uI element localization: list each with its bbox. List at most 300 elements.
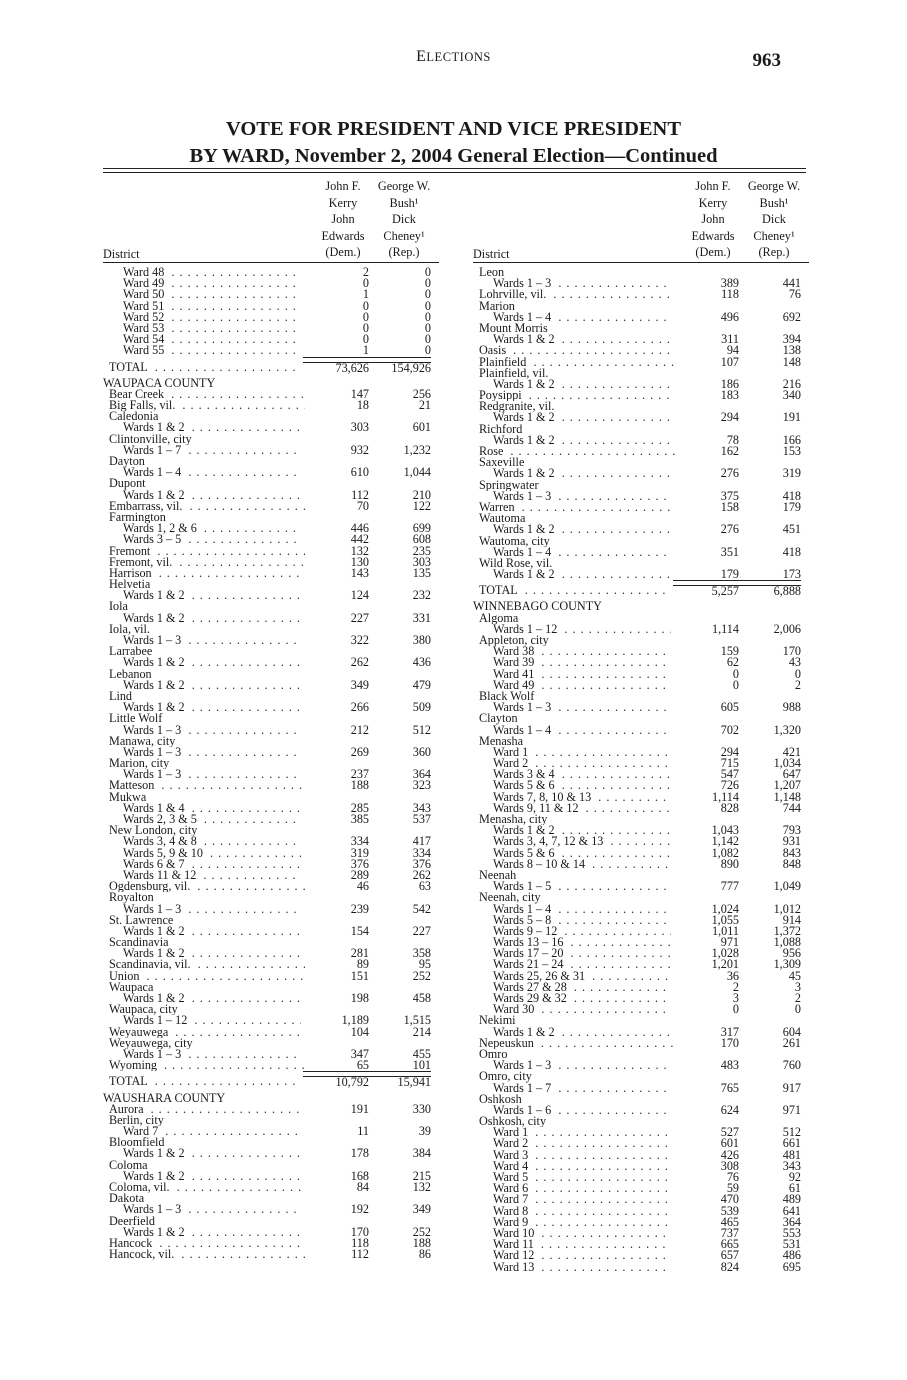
bush-votes: 323	[412, 778, 431, 793]
district-name	[479, 713, 675, 724]
bush-votes: 86	[418, 1247, 431, 1262]
total-row	[473, 584, 809, 599]
kerry-votes: 62	[726, 655, 739, 670]
district-name	[123, 725, 301, 736]
bush-votes: 0	[424, 320, 431, 335]
kerry-votes: 389	[720, 276, 739, 291]
kerry-votes: 465	[720, 1214, 739, 1229]
district-label: Coloma	[109, 1160, 151, 1171]
district-label: Ward 50	[123, 289, 167, 300]
district-name	[493, 1004, 671, 1015]
kerry-votes: 10,792	[303, 1076, 369, 1088]
county-heading	[103, 378, 439, 389]
district-label: Iola	[109, 601, 131, 612]
district-name	[109, 557, 305, 568]
table-row	[473, 657, 809, 668]
table-row	[473, 1194, 809, 1205]
kerry-votes: 317	[720, 1024, 739, 1039]
table-row	[473, 1127, 809, 1138]
district-name	[493, 792, 671, 803]
table-row	[473, 1049, 809, 1060]
table-row	[473, 769, 809, 780]
district-label: WINNEBAGO COUNTY	[473, 601, 605, 612]
table-row	[473, 1015, 809, 1026]
district-name	[479, 1071, 675, 1082]
district-label: Oshkosh, city	[479, 1116, 549, 1127]
bush-votes: 214	[412, 1024, 431, 1039]
kerry-votes: 376	[350, 856, 369, 871]
district-label: Wards 1 & 4	[123, 803, 188, 814]
district-name	[123, 334, 301, 345]
district-label: St. Lawrence	[109, 915, 176, 926]
table-row	[103, 554, 439, 569]
table-row	[103, 1216, 439, 1227]
table-row	[473, 621, 809, 636]
dem-header-line: John	[701, 212, 725, 226]
district-name	[493, 1262, 671, 1273]
district-name	[473, 601, 669, 612]
district-name	[109, 792, 305, 803]
district-label: Matteson	[109, 780, 157, 791]
district-name	[109, 1193, 305, 1204]
district-label: Marion, city	[109, 758, 172, 769]
bush-votes: 92	[788, 1170, 801, 1184]
bush-votes: 43	[788, 655, 801, 670]
bush-votes: 235	[412, 543, 431, 558]
table-row	[103, 959, 439, 970]
district-label: Wards 1 – 3	[123, 725, 184, 736]
table-row	[473, 267, 809, 278]
bush-votes: 358	[412, 946, 431, 961]
district-name	[493, 1150, 671, 1161]
rep-header-line: Dick	[392, 212, 416, 226]
district-label: Wards 1 & 2	[493, 412, 558, 423]
table-row	[473, 1138, 809, 1149]
kerry-votes: 73,626	[303, 362, 369, 374]
bush-votes: 349	[412, 1202, 431, 1217]
bush-votes: 61	[788, 1181, 801, 1196]
table-row	[473, 993, 809, 1004]
district-label: Wards 1 & 2	[123, 993, 188, 1004]
bush-votes: 303	[412, 554, 431, 569]
table-row	[473, 1080, 809, 1095]
bush-votes: 343	[412, 800, 431, 815]
table-row	[473, 979, 809, 994]
district-label: Wards 7, 8, 10 & 13	[493, 792, 594, 803]
district-label: Wards 5, 9 & 10	[123, 848, 206, 859]
table-row	[473, 1172, 809, 1183]
kerry-votes: 601	[720, 1136, 739, 1151]
bush-votes: 1,012	[773, 901, 801, 916]
bush-votes: 0	[424, 265, 431, 279]
kerry-votes: 84	[356, 1180, 369, 1194]
table-row	[103, 534, 439, 545]
kerry-votes: 319	[350, 845, 369, 860]
rep-header-line: Bush¹	[759, 195, 789, 210]
district-name	[479, 345, 675, 356]
bush-votes: 1,034	[773, 756, 801, 771]
table-title-line-2: BY WARD, November 2, 2004 General Election—Continued	[189, 145, 718, 167]
kerry-votes: 765	[720, 1080, 739, 1095]
bush-votes: 232	[412, 588, 431, 603]
table-row	[103, 915, 439, 926]
district-label: Harrison	[109, 568, 155, 579]
district-label: Wards 1 & 2	[493, 569, 558, 580]
district-name	[493, 379, 671, 390]
kerry-votes: 610	[350, 465, 369, 480]
district-name	[123, 312, 301, 323]
kerry-votes: 276	[720, 466, 739, 481]
district-label: Ward 4	[493, 1161, 531, 1172]
district-name	[493, 657, 671, 668]
district-name	[479, 368, 675, 379]
bush-votes: 0	[794, 666, 801, 681]
bush-votes: 215	[412, 1168, 431, 1183]
district-label: Wards 1 & 2	[123, 948, 188, 959]
kerry-votes: 118	[351, 1235, 369, 1250]
district-label: Wards 2, 3 & 5	[123, 814, 200, 825]
table-row	[473, 856, 809, 871]
district-label: Oshkosh	[479, 1094, 525, 1105]
header-rule	[473, 262, 809, 263]
district-header: District	[473, 247, 510, 261]
district-label: Ward 2	[493, 758, 531, 769]
kerry-votes: 349	[350, 677, 369, 692]
bush-votes: 418	[782, 544, 801, 559]
district-name	[493, 1127, 671, 1138]
table-row	[103, 635, 439, 646]
district-label: Ward 11	[493, 1239, 537, 1250]
kerry-votes: 483	[720, 1058, 739, 1073]
bush-votes: 1,515	[403, 1013, 431, 1028]
kerry-votes: 104	[350, 1024, 369, 1039]
district-label: Wards 3 & 4	[493, 769, 558, 780]
table-row	[473, 569, 809, 580]
kerry-votes: 1,028	[711, 946, 739, 961]
table-row	[473, 968, 809, 983]
kerry-votes: 294	[720, 744, 739, 759]
district-name	[479, 1116, 675, 1127]
district-label: Wards 1 & 2	[123, 702, 188, 713]
district-name	[479, 1094, 675, 1105]
bush-votes: 334	[412, 845, 431, 860]
district-name	[493, 1206, 671, 1217]
kerry-votes: 715	[720, 756, 739, 771]
table-row	[103, 565, 439, 580]
kerry-votes: 168	[350, 1168, 369, 1183]
kerry-votes: 262	[350, 655, 369, 670]
district-label: Manawa, city	[109, 736, 178, 747]
bush-votes: 227	[412, 923, 431, 938]
kerry-votes: 375	[720, 488, 739, 503]
column-header	[473, 178, 809, 262]
district-label: Wards 17 – 20	[493, 948, 566, 959]
district-name	[493, 959, 671, 970]
table-title-line-1: VOTE FOR PRESIDENT AND VICE PRESIDENT	[225, 118, 682, 140]
district-label: New London, city	[109, 825, 200, 836]
district-label: Wards 1 – 4	[123, 467, 184, 478]
kerry-votes: 65	[303, 1060, 369, 1072]
table-row	[473, 412, 809, 423]
district-label: Wards 1, 2 & 6	[123, 523, 200, 534]
district-name	[493, 982, 671, 993]
district-name	[493, 848, 671, 859]
table-row	[473, 713, 809, 724]
bush-votes: 0	[424, 287, 431, 302]
kerry-votes: 1,142	[711, 834, 739, 849]
district-label: Ward 30	[493, 1004, 537, 1015]
district-label: Leon	[479, 267, 507, 278]
kerry-votes: 11	[357, 1124, 369, 1139]
kerry-votes: 158	[720, 499, 739, 514]
kerry-votes: 191	[350, 1101, 369, 1116]
district-label: Ward 6	[493, 1183, 531, 1194]
bush-votes: 1,088	[773, 935, 801, 950]
kerry-votes: 151	[350, 968, 369, 983]
district-label: Wautoma, city	[479, 536, 553, 547]
district-label: Ward 55	[123, 345, 167, 356]
table-row	[103, 1115, 439, 1126]
district-name	[109, 1060, 305, 1071]
dem-header-line: Kerry	[698, 195, 728, 210]
table-row	[103, 1060, 439, 1071]
district-label: Berlin, city	[109, 1115, 167, 1126]
district-label: Wautoma	[479, 513, 528, 524]
district-name	[123, 1015, 301, 1026]
rep-header-line: George W.	[377, 179, 431, 193]
table-row	[103, 923, 439, 938]
bush-votes: 417	[412, 834, 431, 849]
district-label: Warren	[479, 502, 518, 513]
bush-votes: 848	[782, 856, 801, 871]
table-row	[473, 289, 809, 300]
district-label: Scandinavia, vil.	[109, 959, 194, 970]
bush-votes: 692	[782, 309, 801, 324]
district-label: Ward 51	[123, 301, 167, 312]
table-row	[473, 1225, 809, 1240]
table-row	[103, 968, 439, 983]
district-name	[123, 523, 301, 534]
table-row	[103, 289, 439, 300]
table-row	[103, 1015, 439, 1026]
table-row	[103, 624, 439, 635]
district-name	[109, 937, 305, 948]
total-row	[103, 362, 439, 373]
table-row	[473, 901, 809, 916]
bush-votes: 376	[412, 856, 431, 871]
district-label: Ward 38	[493, 646, 537, 657]
district-name	[493, 948, 671, 959]
bush-votes: 95	[418, 957, 431, 972]
district-name	[123, 1171, 301, 1182]
district-name	[123, 323, 301, 334]
bush-votes: 170	[782, 644, 801, 659]
kerry-votes: 1,114	[712, 621, 739, 636]
district-label: Wards 9 – 12	[493, 926, 560, 937]
table-row	[103, 422, 439, 433]
district-label: Iola, vil.	[109, 624, 153, 635]
district-label: Wards 1 & 2	[123, 657, 188, 668]
table-row	[473, 1071, 809, 1082]
district-label: Wards 5 & 6	[493, 780, 558, 791]
dem-header-line: John	[331, 212, 355, 226]
bush-votes: 537	[412, 812, 431, 826]
district-name	[109, 1027, 305, 1038]
district-name	[123, 445, 301, 456]
district-label: Aurora	[109, 1104, 147, 1115]
kerry-votes: 159	[720, 644, 739, 659]
district-name	[479, 513, 675, 524]
district-label: Ward 5	[493, 1172, 531, 1183]
table-row	[103, 1038, 439, 1049]
district-label: Wards 1 – 3	[123, 635, 184, 646]
district-name	[123, 289, 301, 300]
district-name	[493, 278, 671, 289]
district-label: Plainfield, vil.	[479, 368, 551, 379]
rep-header-line: George W.	[747, 179, 801, 193]
table-row	[103, 320, 439, 335]
table-row	[103, 386, 439, 401]
district-label: Wards 1 & 2	[493, 825, 558, 836]
district-label: Wards 1 & 2	[123, 1227, 188, 1238]
district-label: Wards 1 & 2	[123, 680, 188, 691]
table-row	[103, 657, 439, 668]
district-name	[109, 601, 305, 612]
district-label: Big Falls, vil.	[109, 400, 178, 411]
district-name	[493, 547, 671, 558]
district-name	[493, 1250, 671, 1261]
kerry-votes: 470	[720, 1192, 739, 1207]
district-label: Saxeville	[479, 457, 527, 468]
table-row	[103, 345, 439, 356]
district-name	[493, 334, 671, 345]
kerry-votes: 737	[720, 1225, 739, 1240]
table-row	[103, 579, 439, 590]
district-name	[123, 422, 301, 433]
kerry-votes: 605	[720, 700, 739, 715]
district-name	[479, 401, 675, 412]
bush-votes: 210	[412, 487, 431, 502]
table-row	[103, 713, 439, 724]
kerry-votes: 1,011	[712, 923, 739, 938]
district-name	[493, 769, 671, 780]
district-label: Ward 13	[493, 1262, 537, 1273]
title-rule	[103, 168, 806, 169]
district-name	[479, 446, 675, 457]
table-row	[473, 948, 809, 959]
district-label: Wards 1 & 2	[123, 1148, 188, 1159]
bush-votes: 364	[782, 1214, 801, 1229]
district-name	[123, 814, 301, 825]
dem-header-line: Edwards	[691, 228, 735, 243]
title-rule-2	[103, 172, 806, 173]
table-row	[473, 1214, 809, 1229]
kerry-votes: 0	[362, 309, 369, 324]
table-row	[473, 1203, 809, 1218]
bush-votes: 2	[794, 991, 801, 1005]
district-name	[493, 1060, 671, 1071]
table-row	[473, 1024, 809, 1039]
district-name	[479, 870, 675, 881]
district-label: Mukwa	[109, 792, 149, 803]
bush-votes: 956	[782, 946, 801, 961]
district-name	[109, 736, 305, 747]
kerry-votes: 311	[721, 332, 739, 347]
district-label: Hancock, vil.	[109, 1249, 177, 1260]
table-row	[103, 298, 439, 313]
district-label: Menasha	[479, 736, 526, 747]
district-label: Wards 6 & 7	[123, 859, 188, 870]
bush-votes: 191	[782, 410, 801, 425]
district-label: Ward 8	[493, 1206, 531, 1217]
kerry-votes: 527	[720, 1125, 739, 1140]
bush-votes: 101	[365, 1060, 431, 1072]
district-label: WAUPACA COUNTY	[103, 378, 218, 389]
table-row	[473, 457, 809, 468]
bush-votes: 340	[782, 388, 801, 403]
district-name	[479, 289, 675, 300]
district-label: Deerfield	[109, 1216, 158, 1227]
district-name	[493, 680, 671, 691]
district-name	[109, 411, 305, 422]
district-label: Wards 1 – 3	[493, 702, 554, 713]
bush-votes: 479	[412, 677, 431, 692]
left-rows	[103, 267, 439, 1260]
dem-header-line: John F.	[695, 179, 731, 193]
district-name	[493, 569, 671, 580]
bush-votes: 0	[424, 276, 431, 291]
district-label: Royalton	[109, 892, 157, 903]
district-label: Wards 1 – 3	[493, 1060, 554, 1071]
district-label: Hancock	[109, 1238, 155, 1249]
kerry-votes: 385	[350, 812, 369, 826]
bush-votes: 455	[412, 1046, 431, 1061]
district-label: Ward 10	[493, 1228, 537, 1239]
table-row	[103, 267, 439, 278]
table-row	[473, 722, 809, 737]
dem-header-line: Edwards	[321, 228, 365, 243]
district-name	[123, 747, 301, 758]
bush-votes: 1,309	[773, 957, 801, 972]
district-label: Dayton	[109, 456, 148, 467]
district-label: Caledonia	[109, 411, 161, 422]
district-name	[493, 1083, 671, 1094]
table-row	[473, 691, 809, 702]
kerry-votes: 351	[720, 544, 739, 559]
bush-votes: 360	[412, 744, 431, 759]
bush-votes: 21	[418, 398, 431, 413]
table-row	[103, 901, 439, 916]
table-row	[103, 1224, 439, 1239]
district-name	[479, 1049, 675, 1060]
district-label: Wards 3, 4 & 8	[123, 836, 200, 847]
kerry-votes: 36	[726, 968, 739, 983]
district-name	[479, 635, 675, 646]
district-name	[123, 904, 301, 915]
table-row	[103, 278, 439, 289]
kerry-votes: 289	[350, 867, 369, 882]
district-name	[493, 491, 671, 502]
table-row	[473, 278, 809, 289]
district-name	[493, 1183, 671, 1194]
district-name	[479, 390, 675, 401]
table-row	[473, 301, 809, 312]
bush-votes: 451	[782, 522, 801, 537]
table-row	[473, 758, 809, 769]
bush-votes: 793	[782, 823, 801, 838]
district-name	[109, 389, 305, 400]
district-name	[103, 1093, 299, 1104]
